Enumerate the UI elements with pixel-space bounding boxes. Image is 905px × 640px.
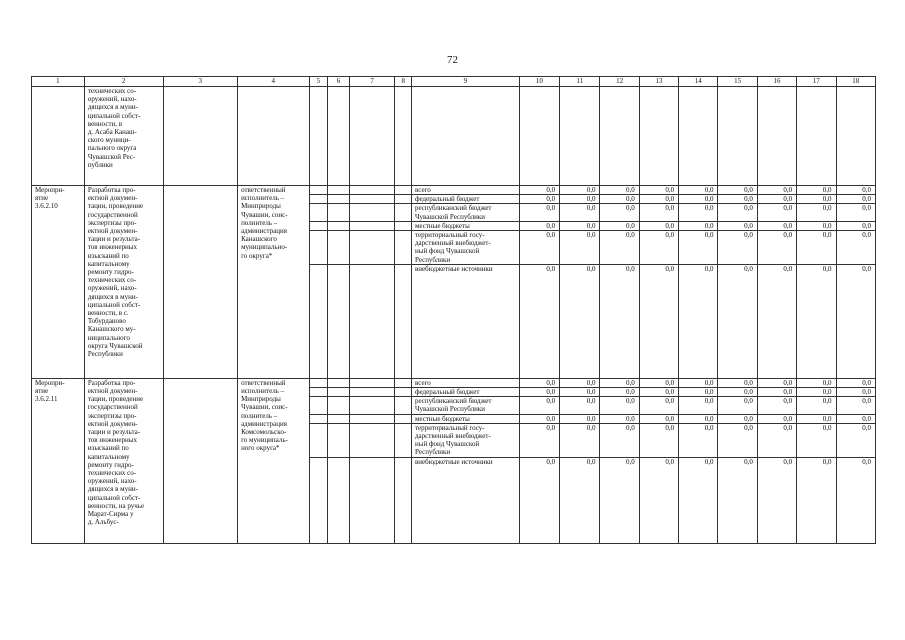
code-cell (395, 378, 412, 387)
funding-source: федеральный бюджет (412, 195, 520, 204)
amount-cell: 0,0 (757, 397, 796, 414)
amount-cell: 0,0 (836, 186, 876, 195)
amount-cell: 0,0 (560, 204, 600, 221)
amount-cell: 0,0 (639, 204, 678, 221)
amount-cell: 0,0 (600, 423, 639, 457)
amount-cell: 0,0 (679, 186, 718, 195)
amount-cell: 0,0 (600, 378, 639, 387)
column-number-1: 1 (32, 77, 85, 87)
amount-cell: 0,0 (560, 457, 600, 543)
amount-cell: 0,0 (797, 195, 836, 204)
amount-cell: 0,0 (836, 264, 876, 378)
amount-cell: 0,0 (639, 388, 678, 397)
funding-row (32, 186, 876, 195)
amount-cell: 0,0 (600, 414, 639, 423)
amount-cell: 0,0 (757, 388, 796, 397)
amount-cell: 0,0 (560, 195, 600, 204)
amount-cell: 0,0 (797, 378, 836, 387)
executor: ответственный исполнитель – Минприроды Чувашии, соис- полнитель – администрация Комсомольско- го муниципаль- ного округа* (238, 378, 309, 543)
amount-cell: 0,0 (600, 397, 639, 414)
amount-cell: 0,0 (560, 388, 600, 397)
program-table (31, 76, 876, 544)
amount-cell: 0,0 (718, 186, 757, 195)
code-cell (309, 195, 328, 204)
funding-source: местные бюджеты (412, 221, 520, 230)
amount-cell: 0,0 (600, 264, 639, 378)
amount-cell: 0,0 (600, 457, 639, 543)
measure-number: Меропри- ятие 3.6.2.11 (32, 378, 85, 543)
amount-cell: 0,0 (560, 186, 600, 195)
column-number-9: 9 (412, 77, 520, 87)
code-cell (349, 457, 395, 543)
amount-cell: 0,0 (679, 414, 718, 423)
amount-cell: 0,0 (757, 457, 796, 543)
amount-cell: 0,0 (600, 388, 639, 397)
amount-cell: 0,0 (757, 378, 796, 387)
amount-cell: 0,0 (519, 195, 559, 204)
amount-cell: 0,0 (639, 264, 678, 378)
amount-cell: 0,0 (836, 204, 876, 221)
amount-cell: 0,0 (757, 423, 796, 457)
code-cell (349, 231, 395, 265)
code-cell (395, 414, 412, 423)
code-cell (309, 388, 328, 397)
column-number-5: 5 (309, 77, 328, 87)
code-cell (395, 231, 412, 265)
amount-cell: 0,0 (639, 378, 678, 387)
amount-cell: 0,0 (718, 397, 757, 414)
amount-cell: 0,0 (718, 378, 757, 387)
code-cell (309, 221, 328, 230)
code-cell (349, 414, 395, 423)
code-cell (309, 231, 328, 265)
amount-cell: 0,0 (519, 264, 559, 378)
column-number-row (32, 77, 876, 87)
amount-cell: 0,0 (560, 423, 600, 457)
amount-cell: 0,0 (757, 195, 796, 204)
funding-row (32, 378, 876, 387)
column-number-8: 8 (395, 77, 412, 87)
funding-source: всего (412, 378, 520, 387)
code-cell (309, 186, 328, 195)
funding-source: внебюджетные источники (412, 457, 520, 543)
amount-cell: 0,0 (639, 423, 678, 457)
amount-cell: 0,0 (797, 397, 836, 414)
amount-cell: 0,0 (519, 221, 559, 230)
amount-cell: 0,0 (797, 204, 836, 221)
code-cell (328, 186, 350, 195)
column-number-10: 10 (519, 77, 559, 87)
amount-cell: 0,0 (718, 204, 757, 221)
amount-cell: 0,0 (519, 186, 559, 195)
code-cell (309, 414, 328, 423)
funding-source: внебюджетные источники (412, 264, 520, 378)
funding-source: территориальный госу- дарственный внебюджет- ный фонд Чувашской Республики (412, 231, 520, 265)
code-cell (328, 414, 350, 423)
column-number-16: 16 (757, 77, 796, 87)
code-cell (328, 221, 350, 230)
continuation-text: технических со- оружений, нахо- дящихся в муни- ципальной собст- венности, в д. Асаба Канаш- ского муници- пального округа Чувашской Рес- публики (84, 87, 163, 186)
measure-description: Разработка про- ектной докумен- тации, проведение государственной экспертизы про- ектной докумен- тации и результа- тов инженерных изысканий по капитальному ремонту гидро- технических со- оружений, нахо- дящихся в муни- ципальной собст- венности, на ручье Марат-Сирма у д. Альбус- (84, 378, 163, 543)
amount-cell: 0,0 (679, 204, 718, 221)
amount-cell: 0,0 (679, 264, 718, 378)
amount-cell: 0,0 (797, 221, 836, 230)
amount-cell: 0,0 (718, 414, 757, 423)
funding-source: местные бюджеты (412, 414, 520, 423)
amount-cell: 0,0 (519, 388, 559, 397)
code-cell (349, 186, 395, 195)
code-cell (309, 204, 328, 221)
amount-cell: 0,0 (639, 414, 678, 423)
amount-cell: 0,0 (639, 397, 678, 414)
amount-cell: 0,0 (679, 221, 718, 230)
amount-cell: 0,0 (560, 231, 600, 265)
amount-cell: 0,0 (757, 221, 796, 230)
amount-cell: 0,0 (757, 264, 796, 378)
code-cell (395, 204, 412, 221)
code-cell (349, 388, 395, 397)
code-cell (349, 264, 395, 378)
amount-cell: 0,0 (519, 397, 559, 414)
funding-source: территориальный госу- дарственный внебюджет- ный фонд Чувашской Республики (412, 423, 520, 457)
amount-cell: 0,0 (639, 221, 678, 230)
amount-cell: 0,0 (718, 457, 757, 543)
amount-cell: 0,0 (679, 231, 718, 265)
code-cell (395, 397, 412, 414)
amount-cell: 0,0 (797, 423, 836, 457)
amount-cell: 0,0 (519, 231, 559, 265)
amount-cell: 0,0 (600, 231, 639, 265)
code-cell (349, 221, 395, 230)
funding-source: республиканский бюджет Чувашской Республики (412, 397, 520, 414)
amount-cell: 0,0 (679, 388, 718, 397)
amount-cell: 0,0 (718, 388, 757, 397)
amount-cell: 0,0 (600, 221, 639, 230)
amount-cell: 0,0 (836, 414, 876, 423)
amount-cell: 0,0 (519, 378, 559, 387)
amount-cell: 0,0 (797, 457, 836, 543)
amount-cell: 0,0 (560, 221, 600, 230)
funding-source: всего (412, 186, 520, 195)
code-cell (328, 264, 350, 378)
amount-cell: 0,0 (519, 423, 559, 457)
amount-cell: 0,0 (639, 231, 678, 265)
column-number-13: 13 (639, 77, 678, 87)
code-cell (328, 204, 350, 221)
amount-cell: 0,0 (757, 204, 796, 221)
amount-cell: 0,0 (757, 186, 796, 195)
code-cell (328, 231, 350, 265)
column-number-11: 11 (560, 77, 600, 87)
code-cell (328, 378, 350, 387)
amount-cell: 0,0 (519, 414, 559, 423)
amount-cell: 0,0 (560, 264, 600, 378)
amount-cell: 0,0 (836, 423, 876, 457)
code-cell (395, 221, 412, 230)
amount-cell: 0,0 (679, 195, 718, 204)
column-number-3: 3 (163, 77, 238, 87)
column-number-18: 18 (836, 77, 876, 87)
amount-cell: 0,0 (679, 423, 718, 457)
code-cell (349, 195, 395, 204)
amount-cell: 0,0 (560, 414, 600, 423)
code-cell (349, 378, 395, 387)
amount-cell: 0,0 (836, 397, 876, 414)
amount-cell: 0,0 (679, 378, 718, 387)
amount-cell: 0,0 (718, 195, 757, 204)
code-cell (349, 204, 395, 221)
amount-cell: 0,0 (797, 186, 836, 195)
amount-cell: 0,0 (679, 397, 718, 414)
empty-cell (163, 186, 238, 379)
amount-cell: 0,0 (836, 388, 876, 397)
code-cell (395, 423, 412, 457)
amount-cell: 0,0 (600, 195, 639, 204)
code-cell (395, 264, 412, 378)
amount-cell: 0,0 (836, 378, 876, 387)
column-number-4: 4 (238, 77, 309, 87)
amount-cell: 0,0 (560, 378, 600, 387)
code-cell (395, 388, 412, 397)
amount-cell: 0,0 (639, 457, 678, 543)
code-cell (328, 388, 350, 397)
empty-cell (163, 378, 238, 543)
amount-cell: 0,0 (560, 397, 600, 414)
amount-cell: 0,0 (639, 195, 678, 204)
column-number-14: 14 (679, 77, 718, 87)
amount-cell: 0,0 (718, 423, 757, 457)
executor: ответственный исполнитель – Минприроды Чувашии, соис- полнитель – администрация Канашского муниципально- го округа* (238, 186, 309, 379)
code-cell (309, 264, 328, 378)
amount-cell: 0,0 (718, 221, 757, 230)
funding-source: федеральный бюджет (412, 388, 520, 397)
column-number-6: 6 (328, 77, 350, 87)
column-number-12: 12 (600, 77, 639, 87)
code-cell (395, 195, 412, 204)
amount-cell: 0,0 (836, 221, 876, 230)
column-number-17: 17 (797, 77, 836, 87)
code-cell (328, 397, 350, 414)
amount-cell: 0,0 (519, 204, 559, 221)
column-number-15: 15 (718, 77, 757, 87)
amount-cell: 0,0 (718, 231, 757, 265)
code-cell (328, 195, 350, 204)
amount-cell: 0,0 (519, 457, 559, 543)
continuation-row (32, 87, 876, 186)
code-cell (309, 378, 328, 387)
code-cell (309, 397, 328, 414)
column-number-2: 2 (84, 77, 163, 87)
code-cell (328, 457, 350, 543)
amount-cell: 0,0 (600, 186, 639, 195)
funding-source: республиканский бюджет Чувашской Республики (412, 204, 520, 221)
amount-cell: 0,0 (757, 414, 796, 423)
code-cell (395, 186, 412, 195)
code-cell (309, 423, 328, 457)
amount-cell: 0,0 (679, 457, 718, 543)
measure-number: Меропри- ятие 3.6.2.10 (32, 186, 85, 379)
column-number-7: 7 (349, 77, 395, 87)
measure-description: Разработка про- ектной докумен- тации, проведение государственной экспертизы про- ектной докумен- тации и результа- тов инженерных изысканий по капитальному ремонту гидро- технических со- оружений, нахо- дящихся в муни- ципальной собст- венности, в с. Тобурданово Канашского му- ниципального округа Чувашской Республики (84, 186, 163, 379)
amount-cell: 0,0 (757, 231, 796, 265)
amount-cell: 0,0 (718, 264, 757, 378)
amount-cell: 0,0 (797, 264, 836, 378)
amount-cell: 0,0 (797, 231, 836, 265)
amount-cell: 0,0 (836, 195, 876, 204)
code-cell (349, 397, 395, 414)
amount-cell: 0,0 (797, 388, 836, 397)
code-cell (349, 423, 395, 457)
amount-cell: 0,0 (639, 186, 678, 195)
amount-cell: 0,0 (797, 414, 836, 423)
amount-cell: 0,0 (600, 204, 639, 221)
code-cell (328, 423, 350, 457)
code-cell (309, 457, 328, 543)
code-cell (395, 457, 412, 543)
page-number: 72 (447, 54, 458, 66)
amount-cell: 0,0 (836, 231, 876, 265)
amount-cell: 0,0 (836, 457, 876, 543)
